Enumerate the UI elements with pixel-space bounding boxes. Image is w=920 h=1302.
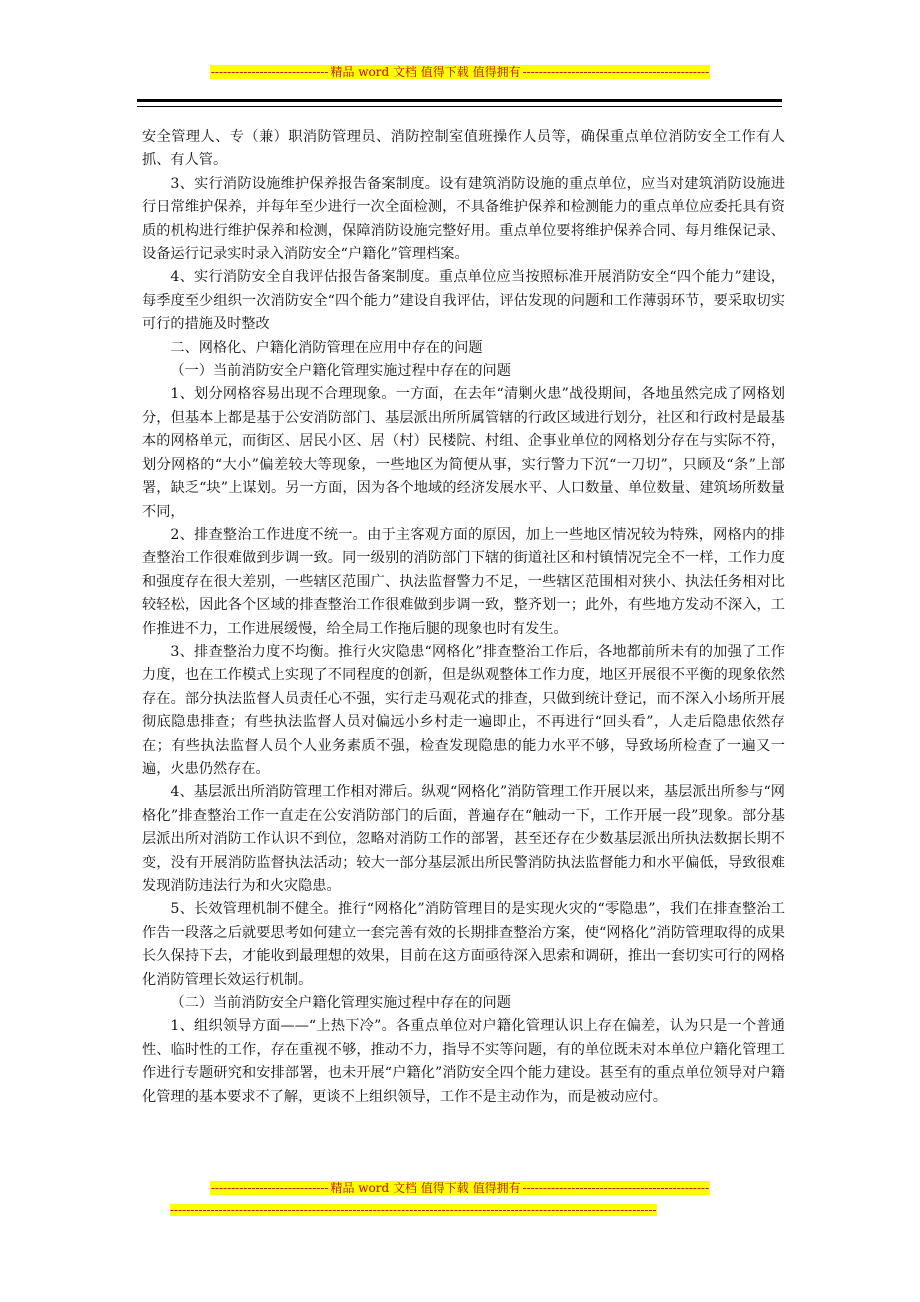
paragraph-problem-4: 4、基层派出所消防管理工作相对滞后。纵观“网格化”消防管理工作开展以来，基层派出所参与“网格化”排查整治工作一直走在公安消防部门的后面，普遍存在“触动一下，工作开展一段”现象。部分基层派出所对消防工作认识不到位，忽略对消防工作的部署，甚至还存在少数基层派出所执法数据长期不变，没有开展消防监督执法活动；较大一部分基层派出所民警消防执法监督能力和水平偏低，导致很难发现消防违法行为和火灾隐患。 [142,784,785,894]
subsection-heading-2: （二）当前消防安全户籍化管理实施过程中存在的问题 [170,995,511,1012]
document-body [142,126,785,1109]
header-banner-right-dashes: ---------------------------------------------- [522,65,710,79]
header-banner-text: 精品 word 文档 值得下载 值得拥有 [330,65,521,79]
paragraph-problem-2: 2、排查整治工作进度不统一。由于主客观方面的原因，加上一些地区情况较为特殊，网格内的排查整治工作很难做到步调一致。同一级别的消防部门下辖的街道社区和村镇情况完全不一样，工作力度和强度存在很大差别，一些辖区范围广、执法监督警力不足，一些辖区范围相对狭小、执法任务相对比较轻松，因此各个区域的排查整治工作很难做到步调一致，整齐划一；此外，有些地方发动不深入，工作推进不力，工作进展缓慢，给全局工作拖后腿的现象也时有发生。 [142,526,785,637]
footer-banner-left-dashes: ----------------------------- [210,1181,329,1195]
header-rule-thick [137,99,782,102]
paragraph-item-4-self-assessment: 4、实行消防安全自我评估报告备案制度。重点单位应当按照标准开展消防安全“四个能力”建设，每季度至少组织一次消防安全“四个能力”建设自我评估，评估发现的问题和工作薄弱环节，要采取切实可行的措施及时整改 [142,269,785,333]
paragraph-item-3-maintenance: 3、实行消防设施维护保养报告备案制度。设有建筑消防设施的重点单位，应当对建筑消防设施进行日常维护保养，并每年至少进行一次全面检测，不具备维护保养和检测能力的重点单位应委托具有资质的机构进行维护保养和检测，保障消防设施完整好用。重点单位要将维护保养合同、每月维保记录、设备运行记录实时录入消防安全“户籍化”管理档案。 [142,175,785,263]
header-banner [0,64,920,80]
header-banner-left-dashes: ----------------------------- [210,65,329,79]
paragraph-problem-3: 3、排查整治力度不均衡。推行火灾隐患“网格化”排查整治工作后，各地都前所未有的加强了工作力度，也在工作模式上实现了不同程度的创新，但是纵观整体工作力度，地区开展很不平衡的现象依然存在。部分执法监督人员责任心不强，实行走马观花式的排查，只做到统计登记，而不深入小场所开展彻底隐患排查；有些执法监督人员对偏远小乡村走一遍即止，不再进行“回头看”，人走后隐患依然存在；有些执法监督人员个人业务素质不强，检查发现隐患的能力水平不够，导致场所检查了一遍又一遍，火患仍然存在。 [142,643,785,777]
paragraph-continuation: 安全管理人、专（兼）职消防管理员、消防控制室值班操作人员等，确保重点单位消防安全工作有人抓、有人管。 [142,129,785,169]
paragraph-problem-1: 1、划分网格容易出现不合理现象。一方面，在去年“清剿火患”战役期间，各地虽然完成了网格划分，但基本上都是基于公安消防部门、基层派出所所属管辖的行政区域进行划分，社区和行政村是最基本的网格单元，而街区、居民小区、居（村）民楼院、村组、企事业单位的网格划分存在与实际不符，划分网格的“大小”偏差较大等现象，一些地区为简便从事，实行警力下沉“一刀切”，只顾及“条”上部署，缺乏“块”上谋划。另一方面，因为各个地域的经济发展水平、人口数量、单位数量、建筑场所数量不同， [142,386,785,520]
paragraph-leadership: 1、组织领导方面——“上热下冷”。各重点单位对户籍化管理认识上存在偏差，认为只是一个普通性、临时性的工作，存在重视不够，推动不力，指导不实等问题，有的单位既未对本单位户籍化管理工作进行专题研究和安排部署，也未开展“户籍化”消防安全四个能力建设。甚至有的重点单位领导对户籍化管理的基本要求不了解，更谈不上组织领导，工作不是主动作为，而是被动应付。 [142,1018,785,1105]
footer-dash-line [170,1204,750,1216]
footer-banner-right-dashes: ---------------------------------------------- [522,1181,710,1195]
paragraph-problem-5: 5、长效管理机制不健全。推行“网格化”消防管理目的是实现火灾的“零隐患”，我们在排查整治工作告一段落之后就要思考如何建立一套完善有效的长期排查整治方案，使“网格化”消防管理取得的成果长久保持下去，才能收到最理想的效果，目前在这方面亟待深入思索和调研，推出一套切实可行的网格化消防管理长效运行机制。 [142,901,785,988]
footer-banner-text: 精品 word 文档 值得下载 值得拥有 [330,1181,521,1195]
section-heading-2: 二、网格化、户籍化消防管理在应用中存在的问题 [170,339,483,356]
footer-dash-line-text: ------------------------------------------------------------------------------------------------------------------------ [170,1204,657,1216]
footer-banner [0,1180,920,1196]
header-rule-thin [137,106,782,107]
subsection-heading-1: （一）当前消防安全户籍化管理实施过程中存在的问题 [170,363,511,380]
